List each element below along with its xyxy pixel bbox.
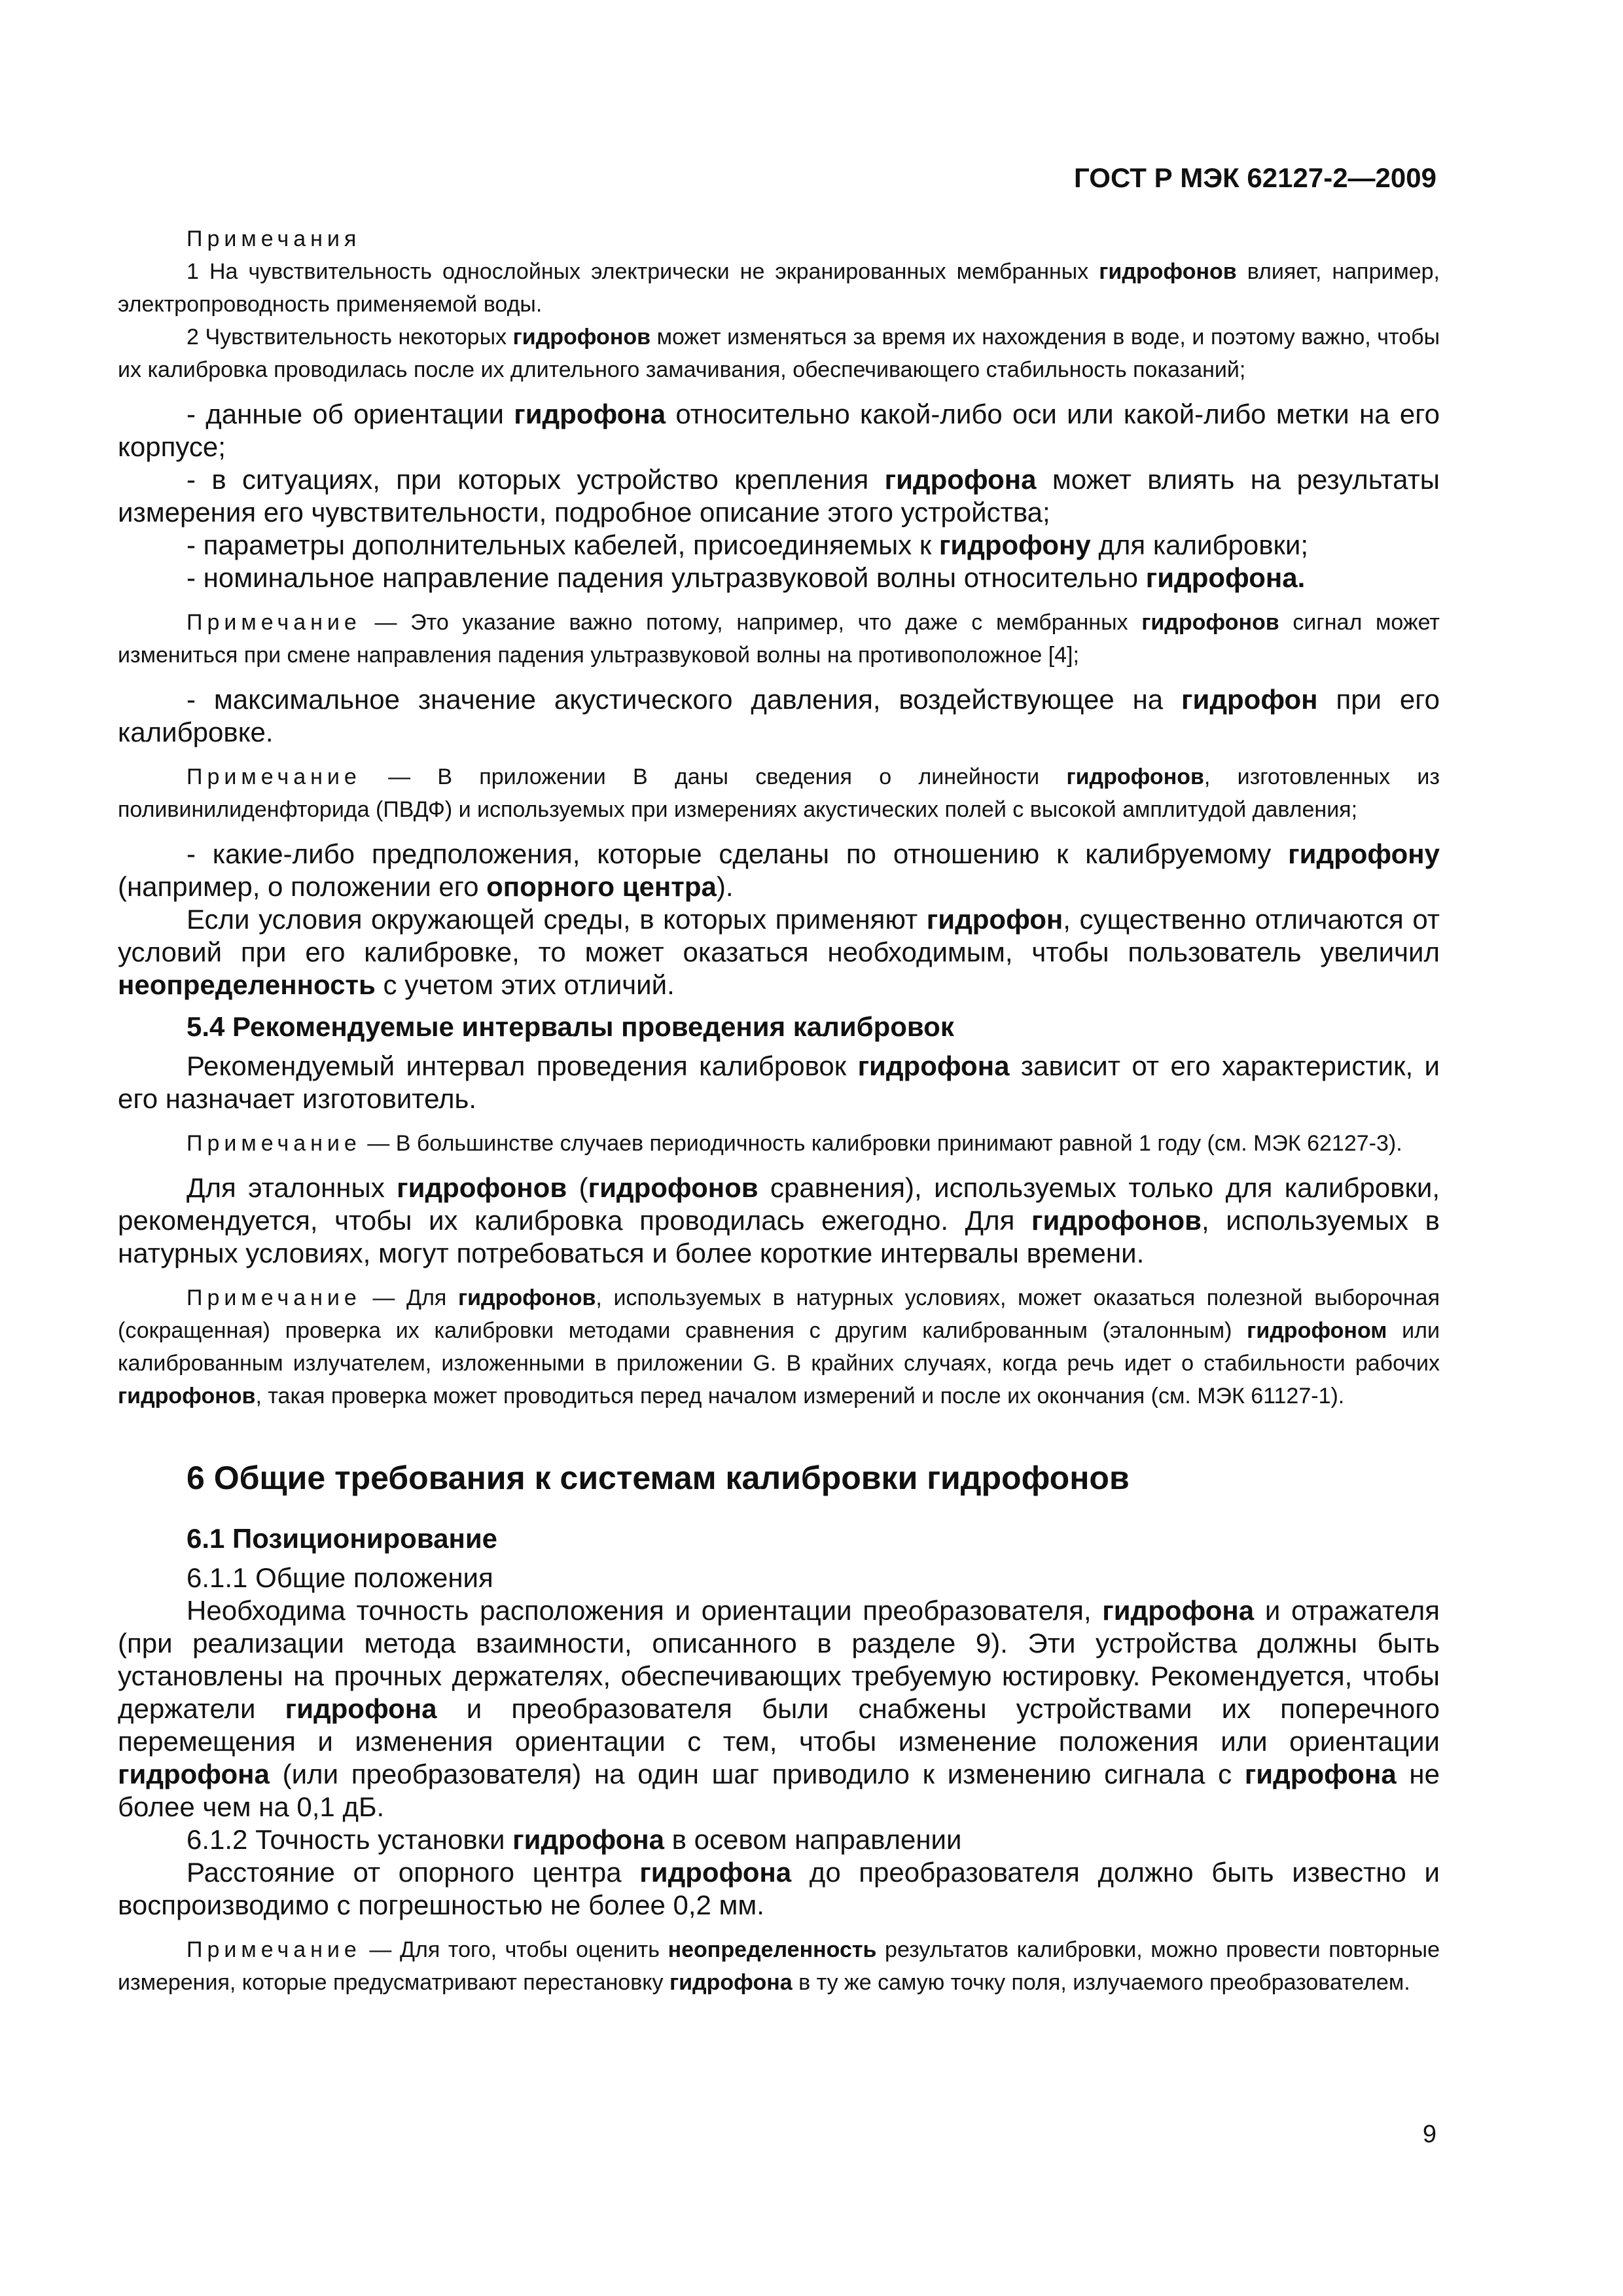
bold-term: гидрофонов bbox=[1031, 1205, 1202, 1236]
bold-term: гидрофона bbox=[857, 1050, 1010, 1081]
document-id-header: ГОСТ Р МЭК 62127-2—2009 bbox=[1074, 162, 1436, 193]
bold-term: гидрофонов bbox=[397, 1172, 567, 1203]
note-label: Примечание bbox=[187, 1285, 361, 1310]
list-item-direction: - номинальное направление падения ультразвуковой волны относительно гидрофона. bbox=[187, 562, 1306, 593]
bold-term: гидрофонов bbox=[588, 1172, 758, 1203]
bold-term: гидрофона bbox=[514, 399, 666, 429]
bold-term: гидрофона bbox=[884, 464, 1037, 495]
section-5-4-paragraph-2: Для эталонных гидрофонов (гидрофонов сравнения), используемых только для калибровки, рекомендуется, чтобы их калибровка проводилась ежегодно. Для гидрофонов, используемых в натурных условиях, могут потребоваться и более короткие интервалы времени. bbox=[118, 1172, 1440, 1268]
note-field-check bbox=[118, 1282, 1440, 1412]
list-item-mounting: - в ситуациях, при которых устройство крепления гидрофона может влиять на результаты измерения его чувствительности, подробное описание этого устройства; bbox=[118, 464, 1440, 528]
note-label: Примечание bbox=[187, 610, 361, 635]
bold-term: гидрофону bbox=[1288, 838, 1440, 869]
bold-term: гидрофонов bbox=[457, 1285, 596, 1310]
note-text: — Для гидрофонов, используемых в натурных условиях, может оказаться полезной выборочная (сокращенная) проверка их калибровки методами сравнения с другим калиброванным (эталонным) гидрофоном или калиброванным излучателем, изложенными в приложении G. В крайних случаях, когда речь идет о стабильности рабочих гидрофонов, такая проверка может проводиться перед началом измерений и после их окончания (см. МЭК 61127-1). bbox=[118, 1285, 1440, 1408]
bold-term: гидрофоном bbox=[1247, 1318, 1387, 1343]
note-pvdf bbox=[118, 761, 1440, 826]
bold-term: гидрофонов bbox=[118, 1384, 256, 1408]
note-uncertainty bbox=[118, 1933, 1440, 1999]
page-number: 9 bbox=[1422, 2121, 1436, 2148]
paragraph-environment: Если условия окружающей среды, в которых применяют гидрофон, существенно отличаются от условий при его калибровке, то может оказаться необходимым, чтобы пользователь увеличил неопределенность с учетом этих отличий. bbox=[118, 904, 1440, 1000]
bold-term: гидрофон bbox=[1181, 684, 1318, 715]
note-2: 2 Чувствительность некоторых гидрофонов может изменяться за время их нахождения в воде, и поэтому важно, чтобы их калибровка проводилась после их длительного замачивания, обеспечивающего стабильность показаний; bbox=[118, 325, 1440, 382]
note-text: — В приложении В даны сведения о линейности гидрофонов, изготовленных из поливинилиденфторида (ПВДФ) и используемых при измерениях акустических полей с высокой амплитудой давления; bbox=[118, 764, 1440, 822]
bold-term: гидрофона bbox=[285, 1693, 437, 1724]
section-5-4-title: 5.4 Рекомендуемые интервалы проведения калибровок bbox=[187, 1011, 954, 1042]
bold-term: гидрофонов bbox=[512, 325, 651, 350]
section-6-1-2-title: 6.1.2 Точность установки гидрофона в осевом направлении bbox=[187, 1824, 962, 1855]
bold-term: гидрофона. bbox=[1145, 562, 1306, 593]
note-label: Примечание bbox=[187, 764, 361, 789]
section-6-1-1-title: 6.1.1 Общие положения bbox=[187, 1562, 493, 1593]
section-5-4-paragraph-1: Рекомендуемый интервал проведения калибровок гидрофона зависит от его характеристик, и его назначает изготовитель. bbox=[118, 1050, 1440, 1114]
section-6-1-title: 6.1 Позиционирование bbox=[187, 1523, 498, 1554]
note-1: 1 На чувствительность однослойных электрически не экранированных мембранных гидрофонов влияет, например, электропроводность применяемой воды. bbox=[118, 259, 1440, 317]
list-item-max-pressure: - максимальное значение акустического давления, воздействующее на гидрофон при его калибровке. bbox=[118, 684, 1440, 747]
notes-title: Примечания bbox=[187, 226, 361, 251]
note-label: Примечание bbox=[187, 1937, 361, 1962]
bold-term: гидрофона bbox=[1102, 1595, 1255, 1626]
list-item-orientation: - данные об ориентации гидрофона относительно какой-либо оси или какой-либо метки на его корпусе; bbox=[118, 399, 1440, 462]
section-6-1-1-paragraph: Необходима точность расположения и ориентации преобразователя, гидрофона и отражателя (при реализации метода взаимности, описанного в разделе 9). Эти устройства должны быть установлены на прочных держателях, обеспечивающих требуемую юстировку. Рекомендуется, чтобы держатели гидрофона и преобразователя были снабжены устройствами их поперечного перемещения и изменения ориентации с тем, чтобы изменение положения или ориентации гидрофона (или преобразователя) на один шаг приводило к изменению сигнала с гидрофона не более чем на 0,1 дБ. bbox=[118, 1595, 1440, 1822]
note-label: Примечание bbox=[187, 1131, 361, 1156]
section-6-title: 6 Общие требования к системам калибровки гидрофонов bbox=[187, 1460, 1130, 1496]
bold-term: гидрофона bbox=[512, 1824, 665, 1855]
section-6-1-2-paragraph: Расстояние от опорного центра гидрофона до преобразователя должно быть известно и воспроизводимо с погрешностью не более 0,2 мм. bbox=[118, 1857, 1440, 1920]
bold-term: гидрофонов bbox=[1066, 764, 1204, 789]
note-direction bbox=[118, 606, 1440, 672]
note-text: — В большинстве случаев периодичность калибровки принимают равной 1 году (см. МЭК 62127-3). bbox=[361, 1131, 1402, 1156]
note-periodicity bbox=[118, 1127, 1440, 1160]
bold-term: гидрофон bbox=[926, 904, 1063, 935]
list-item-assumptions: - какие-либо предположения, которые сделаны по отношению к калибруемому гидрофону (например, о положении его опорного центра). bbox=[118, 838, 1440, 902]
note-text: — Это указание важно потому, например, что даже с мембранных гидрофонов сигнал может измениться при смене направления падения ультразвуковой волны на противоположное [4]; bbox=[118, 610, 1440, 668]
page-content bbox=[118, 223, 1440, 1999]
bold-term: опорного центра bbox=[486, 871, 717, 902]
note-text: — Для того, чтобы оценить неопределенность результатов калибровки, можно провести повторные измерения, которые предусматривают перестановку гидрофона в ту же самую точку поля, излучаемого преобразователем. bbox=[118, 1937, 1440, 1995]
list-item-cables: - параметры дополнительных кабелей, присоединяемых к гидрофону для калибровки; bbox=[187, 529, 1309, 560]
bold-term: неопределенность bbox=[118, 969, 376, 1000]
bold-term: гидрофона bbox=[1244, 1759, 1397, 1789]
bold-term: гидрофона bbox=[118, 1759, 270, 1789]
bold-term: неопределенность bbox=[668, 1937, 877, 1962]
bold-term: гидрофона bbox=[669, 1970, 793, 1995]
bold-term: гидрофонов bbox=[1141, 610, 1279, 635]
bold-term: гидрофонов bbox=[1099, 259, 1237, 284]
bold-term: гидрофону bbox=[938, 529, 1091, 560]
bold-term: гидрофона bbox=[639, 1857, 792, 1888]
